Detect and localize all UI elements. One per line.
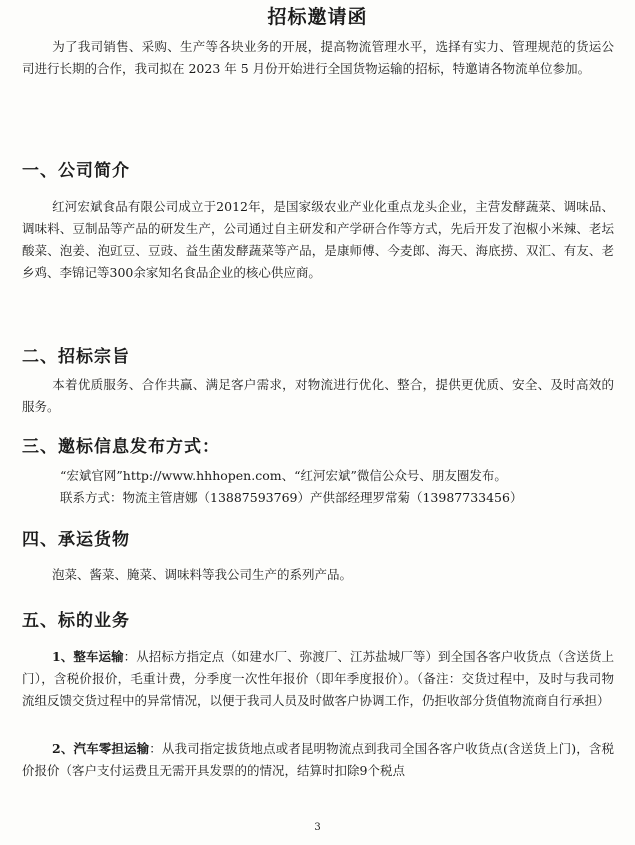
section-2-text: 本着优质服务、合作共赢、满足客户需求，对物流进行优化、整合，提供更优质、安全、及时高效的服务。 (22, 377, 614, 414)
section-5-item-1 (22, 646, 614, 712)
intro-text: 为了我司销售、采购、生产等各块业务的开展，提高物流管理水平，选择有实力、管理规范的货运公司进行长期的合作，我司拟在 2023 年 5 月份开始进行全国货物运输的招标，特邀请各物流单位参加。 (22, 39, 614, 76)
section-5-heading: 五、标的业务 (22, 611, 130, 631)
section-2-heading: 二、招标宗旨 (22, 347, 130, 367)
document-title: 招标邀请函 (267, 6, 368, 28)
section-1-text: 红河宏斌食品有限公司成立于2012年，是国家级农业产业化重点龙头企业，主营发酵蔬菜、调味品、调味料、豆制品等产品的研发生产，公司通过自主研发和产学研合作等方式，先后开发了泡椒小米辣、老坛酸菜、泡姜、泡豇豆、豆豉、益生菌发酵蔬菜等产品，是康师傅、今麦郎、海天、海底捞、双汇、有友、老乡鸡、李锦记等300余家知名食品企业的核心供应商。 (22, 199, 614, 280)
section-4-heading: 四、承运货物 (22, 530, 130, 550)
page-number: 3 (314, 822, 321, 833)
item-1-text: ：从招标方指定点（如建水厂、弥渡厂、江苏盐城厂等）到全国各客户收货点（含送货上门），含税价报价，毛重计费，分季度一次性年报价（即年季度报价）。（备注：交货过程中，及时与我司物流组反馈交货过程中的异常情况，以便于我司人员及时做客户协调工作，仍拒收部分货值物流商自行承担） (22, 649, 614, 708)
item-2-text: ：从我司指定拔货地点或者昆明物流点到我司全国各客户收货点(含送货上门)，含税价报价（客户支付运费且无需开具发票的的情况，结算时扣除9个税点 (22, 741, 614, 778)
section-5-item-2 (22, 738, 614, 782)
item-1-label: 1、整车运输 (52, 649, 124, 664)
item-2-label: 2、汽车零担运输 (52, 741, 150, 756)
publish-channels-line: “宏斌官网”http://www.hhhopen.com、“红河宏斌”微信公众号、朋友圈发布。 (60, 468, 507, 483)
section-2-paragraph (22, 374, 614, 418)
section-1-heading: 一、公司简介 (22, 161, 130, 181)
contact-line: 联系方式：物流主管唐娜（13887593769）产供部经理罗常菊（13987733456） (60, 490, 523, 505)
intro-paragraph (22, 36, 614, 80)
section-4-text: 泡菜、酱菜、腌菜、调味料等我公司生产的系列产品。 (52, 567, 353, 582)
section-3-heading: 三、邀标信息发布方式： (22, 437, 220, 457)
section-4-paragraph (22, 564, 614, 586)
section-1-paragraph (22, 196, 614, 284)
